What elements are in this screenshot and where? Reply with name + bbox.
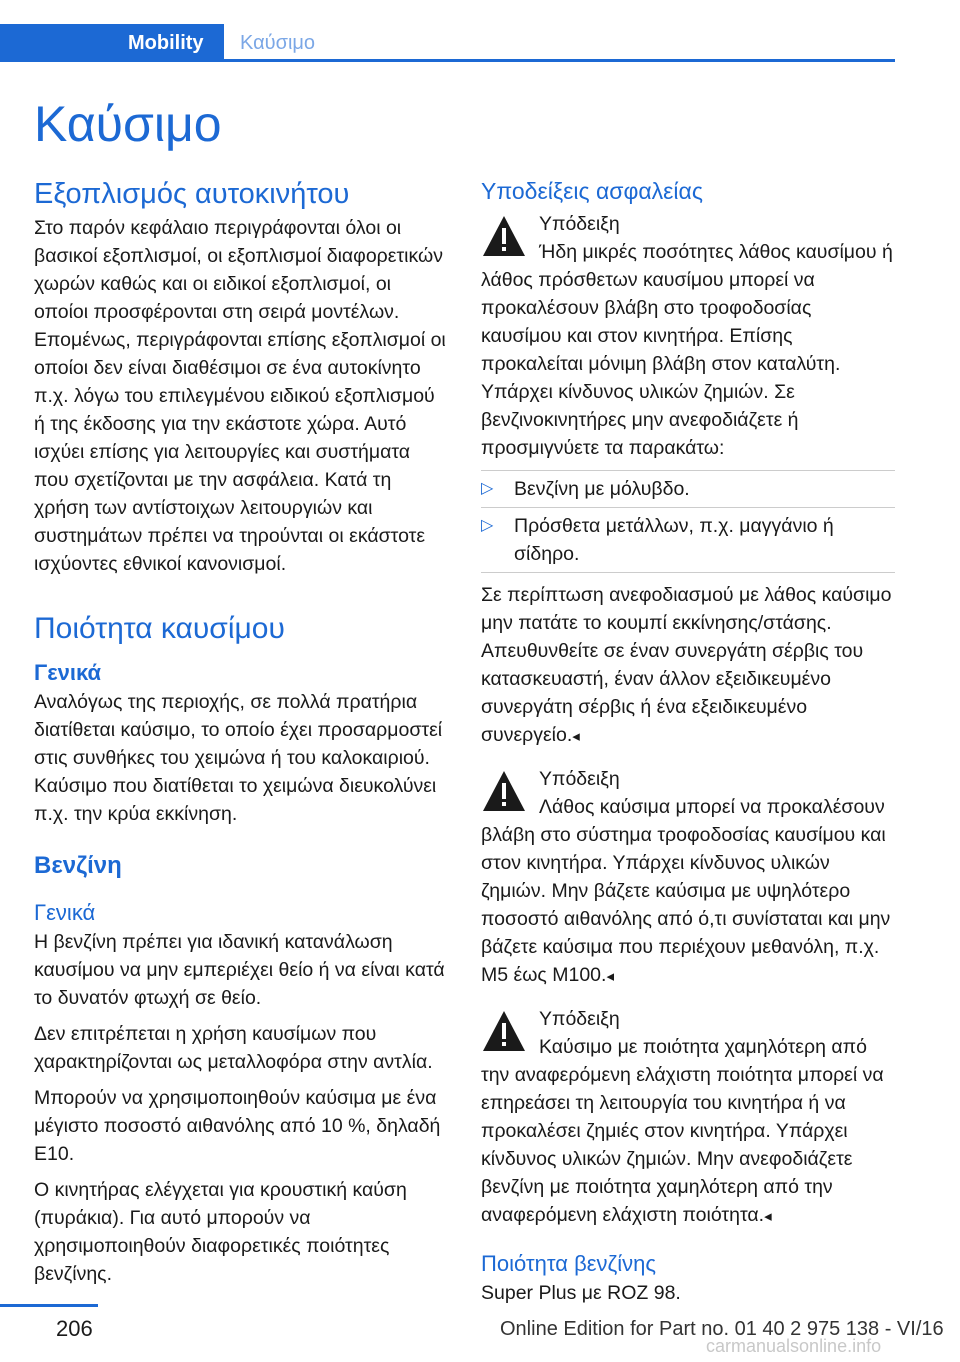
warning-label: Υπόδειξη: [539, 1008, 620, 1030]
warning-note-2: [481, 765, 895, 991]
petrol-paragraph-1: Η βενζίνη πρέπει για ιδανική κατανάλωση καυσίμου να μην εμπεριέχει θείο ή να είναι κατά το δυνατόν φτωχή σε θείο.: [34, 931, 445, 1009]
warning-label: Υπόδειξη: [539, 213, 620, 235]
watermark: carmanualsonline.info: [706, 1336, 882, 1356]
warning-triangle-icon: [481, 769, 527, 813]
general-paragraph: Αναλόγως της περιοχής, σε πολλά πρατήρια διατίθεται καύσιμο, το οποίο έχει προσαρμοστεί στις συνθήκες του χειμώνα ή του καλοκαιριού. Καύσιμο που διατίθεται το χειμώνα διευκολύνει π.χ. την κρύα εκκίνηση.: [34, 691, 443, 825]
tab-mobility[interactable]: [0, 24, 224, 62]
petrol-general-heading: Γενικά: [34, 900, 96, 925]
petrol-heading: Βενζίνη: [34, 852, 122, 879]
warning-note-3: [481, 1005, 895, 1231]
left-column: [34, 176, 450, 1296]
page-title: Καύσιμο: [34, 96, 222, 152]
tab-mobility-label: Mobility: [128, 32, 204, 54]
triangle-right-icon: ▷: [481, 480, 494, 497]
page-number: 206: [56, 1316, 93, 1341]
equipment-heading: Εξοπλισμός αυτοκινήτου: [34, 178, 350, 210]
warning-label: Υπόδειξη: [539, 768, 620, 790]
list-item: [481, 508, 895, 573]
bullet-text: Πρόσθετα μετάλλων, π.χ. μαγγάνιο ή σίδηρο.: [514, 515, 834, 565]
misfuel-text: Σε περίπτωση ανεφοδιασμού με λάθος καύσιμο μην πατάτε το κουμπί εκκίνησης/στάσης. Απευθυνθείτε σε έναν συνεργάτη σέρβις του κατασκευαστή, έναν άλλον εξειδικευμένο συνεργάτη σέρβις ή ένα εξειδικευμένο συνεργείο.: [481, 584, 892, 746]
misfuel-paragraph: [481, 581, 895, 751]
petrol-paragraph-4: Ο κινητήρας ελέγχεται για κρουστική καύση (πυράκια). Για αυτό μπορούν να χρησιμοποιηθούν διαφορετικές ποιότητες βενζίνης.: [34, 1179, 407, 1285]
right-column: [481, 176, 895, 1315]
footer-rule: [0, 1304, 98, 1307]
header-rule: [0, 59, 895, 62]
petrol-quality-heading: Ποιότητα βενζίνης: [481, 1251, 656, 1276]
warning-triangle-icon: [481, 1009, 527, 1053]
bullet-list: [481, 470, 895, 573]
safety-heading: Υποδείξεις ασφαλείας: [481, 178, 703, 204]
warning-text: Καύσιμο με ποιότητα χαμηλότερη από την αναφερόμενη ελάχιστη ποιότητα μπορεί να επηρεάσει τη λειτουργία του κινητήρα ή να προκαλέσει ζημιές στον κινητήρα. Υπάρχει κίνδυνος υλικών ζημιών. Μην ανεφοδιάζετε βενζίνη με ποιότητα χαμηλότερη από την αναφερόμενη ελάχιστη ποιότητα.: [481, 1036, 884, 1226]
equipment-paragraph: Στο παρόν κεφάλαιο περιγράφονται όλοι οι βασικοί εξοπλισμοί, οι εξοπλισμοί διαφορετικών χωρών καθώς και οι ειδικοί εξοπλισμοί, οι οποίοι προσφέρονται στη σειρά μοντέλων. Επομένως, περιγράφονται επίσης εξοπλισμοί οι οποίοι δεν είναι διαθέσιμοι σε ένα αυτοκίνητο π.χ. λόγω του επιλεγμένου ειδικού εξοπλισμού ή της έκδοσης για την εκάστοτε χώρα. Αυτό ισχύει επίσης για λειτουργίες και συστήματα που σχετίζονται με την ασφάλεια. Κατά τη χρήση των αντίστοιχων λειτουργιών και συστημάτων πρέπει να τηρούνται οι εκάστοτε ισχύοντες εθνικοί κανονισμοί.: [34, 217, 446, 575]
end-mark: ◂: [764, 1208, 772, 1225]
bullet-text: Βενζίνη με μόλυβδο.: [514, 478, 690, 500]
tab-fuel[interactable]: [240, 24, 315, 62]
petrol-quality-text: Super Plus με ROZ 98.: [481, 1282, 681, 1304]
edition-text: Online Edition for Part no. 01 40 2 975 138 - VI/16: [500, 1318, 944, 1340]
fuel-quality-heading: Ποιότητα καυσίμου: [34, 612, 285, 645]
list-item: [481, 470, 895, 508]
warning-triangle-icon: [481, 214, 527, 258]
warning-text: Ήδη μικρές ποσότητες λάθος καυσίμου ή λάθος πρόσθετων καυσίμου μπορεί να προκαλέσουν βλάβη στο τροφοδοσίας καυσίμου και στον κινητήρα. Επίσης προκαλείται μόνιμη βλάβη στον καταλύτη. Υπάρχει κίνδυνος υλικών ζημιών. Σε βενζινοκινητήρες μην ανεφοδιάζετε ή προσμιγνύετε τα παρακάτω:: [481, 241, 893, 459]
end-mark: ◂: [606, 968, 614, 985]
warning-text: Λάθος καύσιμα μπορεί να προκαλέσουν βλάβη στο σύστημα τροφοδοσίας καυσίμου και στον κινητήρα. Υπάρχει κίνδυνος υλικών ζημιών. Μην βάζετε καύσιμα με υψηλότερο ποσοστό αιθανόλης από ό,τι συνίσταται και μην βάζετε καύσιμα που περιέχουν μεθανόλη, π.χ. M5 έως M100.: [481, 796, 891, 986]
petrol-paragraph-3: Μπορούν να χρησιμοποιηθούν καύσιμα με ένα μέγιστο ποσοστό αιθανόλης από 10 %, δηλαδή E10.: [34, 1087, 441, 1165]
end-mark: ◂: [572, 728, 580, 745]
triangle-right-icon: ▷: [481, 517, 494, 534]
petrol-paragraph-2: Δεν επιτρέπεται η χρήση καυσίμων που χαρακτηρίζονται ως μεταλλοφόρα στην αντλία.: [34, 1023, 433, 1073]
general-heading: Γενικά: [34, 660, 102, 685]
tab-fuel-label: Καύσιμο: [240, 32, 316, 54]
warning-note-1: [481, 210, 895, 462]
